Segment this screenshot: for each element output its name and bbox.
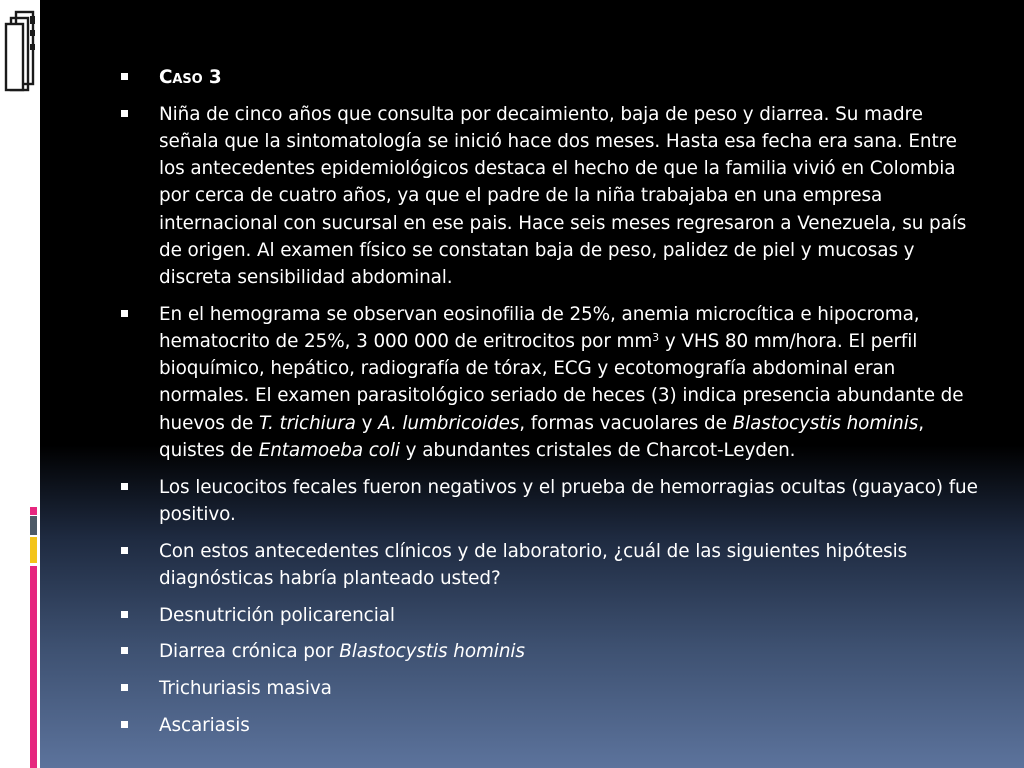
bullet-text: Trichuriasis masiva — [159, 678, 332, 700]
text-segment: En el hemograma se observan eosinofilia de 25%, anemia microcítica e hipocroma, hematocrito de 25%, 3 000 000 de eritrocitos por mm — [159, 303, 920, 353]
square-bullet-icon — [121, 110, 128, 117]
accent-bar-gray — [30, 516, 37, 535]
bullet-item — [118, 474, 978, 528]
document-stack-icon — [3, 0, 37, 92]
bullet-item — [118, 101, 978, 291]
accent-bar-magenta-top — [30, 507, 37, 515]
bullet-text: Con estos antecedentes clínicos y de laboratorio, ¿cuál de las siguientes hipótesis diagnósticas habría planteado usted? — [159, 540, 908, 589]
bullet-list — [118, 64, 978, 749]
accent-bar-yellow — [30, 537, 37, 563]
bullet-text: Ascariasis — [159, 715, 250, 737]
text-segment: , formas vacuolares de — [519, 412, 733, 434]
text-segment: Diarrea crónica por — [159, 641, 340, 663]
text-segment: y — [355, 412, 379, 434]
italic-term: T. trichiura — [259, 412, 356, 434]
bullet-text: Desnutrición policarencial — [159, 604, 395, 626]
italic-term: Entamoeba coli — [258, 439, 400, 461]
bullet-text: Los leucocitos fecales fueron negativos y el prueba de hemorragias ocultas (guayaco) fue positivo. — [159, 476, 978, 525]
bullet-text: Niña de cinco años que consulta por decaimiento, baja de peso y diarrea. Su madre señala que la sintomatología se inició hace dos meses. Hasta esa fecha era sana. Entre los antecedentes epidemiológicos destaca el hecho de que la familia vivió en Colombia por cerca de cuatro años, ya que el padre de la niña trabajaba en una empresa internacional con sucursal en ese pais. Hace seis meses regresaron a Venezuela, su país de origen. Al examen físico se constatan baja de peso, palidez de piel y mucosas y discreta sensibilidad abdominal. — [159, 103, 967, 289]
text-segment: y abundantes cristales de Charcot-Leyden. — [399, 439, 796, 461]
text-segment: , quistes de — [159, 412, 924, 461]
superscript: 3 — [652, 331, 660, 345]
square-bullet-icon — [121, 721, 128, 728]
slide-title: Caso 3 — [159, 67, 222, 88]
bullet-item — [118, 602, 978, 629]
bullet-item — [118, 638, 978, 665]
left-decorative-strip — [0, 0, 40, 768]
square-bullet-icon — [121, 647, 128, 654]
square-bullet-icon — [121, 310, 128, 317]
bullet-text — [159, 301, 978, 464]
italic-term: Blastocystis hominis — [732, 412, 919, 434]
square-bullet-icon — [121, 73, 128, 80]
bullet-item — [118, 538, 978, 592]
bullet-text — [159, 638, 978, 665]
italic-term: Blastocystis hominis — [339, 641, 525, 663]
bullet-item — [118, 675, 978, 702]
bullet-item — [118, 712, 978, 739]
square-bullet-icon — [121, 547, 128, 554]
bullet-item — [118, 301, 978, 464]
square-bullet-icon — [121, 611, 128, 618]
slide-title-item — [118, 64, 978, 91]
italic-term: A. lumbricoides — [378, 412, 520, 434]
text-segment: y VHS 80 mm/hora. El perfil bioquímico, hepático, radiografía de tórax, ECG y ecotomografía abdominal eran normales. El examen parasitológico seriado de heces (3) indica presencia abundante de huevos de — [159, 331, 964, 434]
accent-bar-magenta — [30, 566, 37, 768]
square-bullet-icon — [121, 483, 128, 490]
square-bullet-icon — [121, 684, 128, 691]
